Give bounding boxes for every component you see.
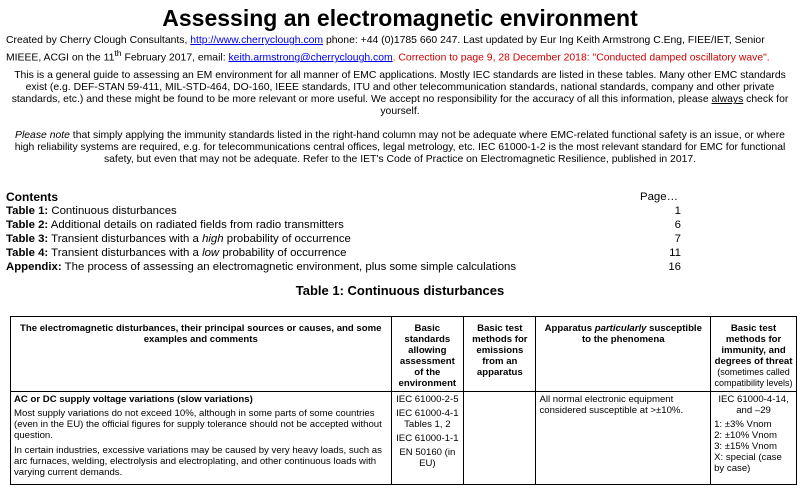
- contents-text: Transient disturbances with a: [48, 247, 203, 260]
- row-standards: [391, 392, 464, 485]
- contents-page: 1: [674, 205, 681, 218]
- header-text: Basic test methods for immunity, and degrees of threat: [714, 323, 793, 367]
- contents-page: 6: [674, 219, 681, 232]
- contents-emphasis: high: [202, 233, 224, 246]
- header-emission-methods: [464, 317, 536, 392]
- contents-text-end: probability of occurrence: [219, 247, 347, 260]
- website-link[interactable]: http://www.cherryclough.com: [190, 35, 324, 46]
- row-text: In certain industries, excessive variations may be caused by very heavy loads, such as arc furnaces, welding, electrolysis and electroplating, and other continuous loads with varying current demands.: [14, 445, 382, 478]
- header-text: Basic test methods for emissions from an apparatus: [472, 323, 528, 378]
- contents-label: Table 3:: [6, 233, 49, 246]
- row-emission-methods: [464, 392, 536, 485]
- header-apparatus: [536, 317, 711, 392]
- header-text-end: susceptible to the phenomena: [581, 323, 702, 345]
- contents-label: Table 2:: [6, 219, 49, 232]
- contents-label: Table 4:: [6, 247, 49, 260]
- threat-level: 3: ±15% Vnom: [714, 441, 777, 452]
- contents-heading: Contents: [6, 190, 58, 205]
- note-emphasis: Please note: [15, 130, 70, 142]
- row-apparatus: [536, 392, 711, 485]
- contents-text: Continuous disturbances: [48, 205, 177, 218]
- row-immunity: [711, 392, 797, 485]
- contents-label: Appendix:: [6, 261, 62, 274]
- contents-page: 7: [674, 233, 681, 246]
- contents-label: Table 1:: [6, 205, 49, 218]
- email-link[interactable]: keith.armstrong@cherryclough.com: [228, 52, 393, 64]
- row-heading: AC or DC supply voltage variations (slow variations): [14, 394, 253, 405]
- table-row: [11, 392, 797, 485]
- standard-ref: EN 50160 (in EU): [399, 447, 456, 469]
- header-emphasis: particularly: [594, 323, 647, 334]
- intro-emphasis: always: [711, 94, 744, 106]
- contents-item[interactable]: [6, 204, 794, 218]
- standard-ref: IEC 61000-1-1: [396, 433, 459, 444]
- standard-ref: IEC 61000-4-1 Tables 1, 2: [396, 408, 459, 430]
- contents-text: Transient disturbances with a: [48, 233, 203, 246]
- contents-text: The process of assessing an electromagnetic environment, plus some simple calculations: [61, 261, 517, 274]
- contents-page: 16: [668, 261, 681, 274]
- date-suffix: th: [114, 48, 122, 58]
- header-standards: [391, 317, 464, 392]
- credits-line: [6, 35, 794, 64]
- contents-text-end: probability of occurrence: [223, 233, 351, 246]
- intro-paragraph: [6, 70, 794, 118]
- contents-item[interactable]: [6, 246, 794, 260]
- contents-text: Additional details on radiated fields from radio transmitters: [48, 219, 344, 232]
- threat-level: X: special (case by case): [714, 452, 782, 474]
- contents-item[interactable]: [6, 232, 794, 246]
- immunity-standard: IEC 61000-4-14, and –29: [718, 394, 789, 416]
- page-title: Assessing an electromagnetic environment: [162, 5, 638, 31]
- intro-text: This is a general guide to assessing an EM environment for all manner of EMC applications. Mostly IEC standards are listed in these tables. Many other EMC standards exist (e.g. DEF-STAN 59-411, MIL-STD-464, DO-160, IEEE standards, ITU and other telecommunication standards, national standards, company and other private standards, etc.) and these might be found to be more relevant or more useful. We accept no responsibility for the accuracy of all this information, please: [11, 70, 786, 106]
- header-text: Apparatus: [544, 323, 595, 334]
- credits-text-2: phone: +44 (0)1785 660 247. Last updated by Eur Ing Keith Armstrong C.Eng, FIEE/IET, Senior MIEEE, ACGI on the 11: [6, 35, 765, 64]
- correction-note: . Correction to page 9, 28 December 2018: "Conducted damped oscillatory wave".: [392, 52, 770, 64]
- header-subtext: (sometimes called compatibility levels): [714, 367, 793, 388]
- header-text: Basic standards allowing assessment of the environment: [398, 323, 457, 389]
- header-immunity: [711, 317, 797, 392]
- credits-text-3: February 2017, email:: [121, 52, 229, 64]
- intro-text-end: check for yourself.: [380, 94, 789, 118]
- contents-item[interactable]: [6, 218, 794, 232]
- note-paragraph: [6, 130, 794, 166]
- row-description: [11, 392, 392, 485]
- row-text: Most supply variations do not exceed 10%, although in some parts of some countries (even in the EU) the official figures for supply tolerance should not be accepted without question.: [14, 408, 382, 441]
- table-title: Table 1: Continuous disturbances: [295, 283, 505, 299]
- contents-item[interactable]: [6, 260, 794, 274]
- contents-emphasis: low: [202, 247, 220, 260]
- contents-page: 11: [669, 247, 681, 260]
- credits-text: Created by Cherry Clough Consultants,: [6, 35, 191, 46]
- header-text: The electromagnetic disturbances, their principal sources or causes, and some examples and comments: [20, 323, 382, 345]
- contents-section: [6, 190, 794, 274]
- apparatus-text: All normal electronic equipment considered susceptible at >±10%.: [539, 394, 684, 416]
- header-disturbances: [11, 317, 392, 392]
- note-text: that simply applying the immunity standards listed in the right-hand column may not be adequate where EMC-related functional safety is an issue, or where high reliability systems are required, e.g. for telecommunications central offices, legal metrology, etc. IEC 61000-1-2 is the most relevant standard for EMC for functional safety, but even that may not be adequate. Refer to the IET's Code of Practice on Electromagnetic Resilience, published in 2017.: [14, 130, 786, 166]
- page-heading: Page…: [640, 191, 678, 204]
- standard-ref: IEC 61000-2-5: [396, 394, 459, 405]
- continuous-disturbances-table: [10, 316, 797, 485]
- threat-level: 2: ±10% Vnom: [714, 430, 777, 441]
- threat-level: 1: ±3% Vnom: [714, 419, 772, 430]
